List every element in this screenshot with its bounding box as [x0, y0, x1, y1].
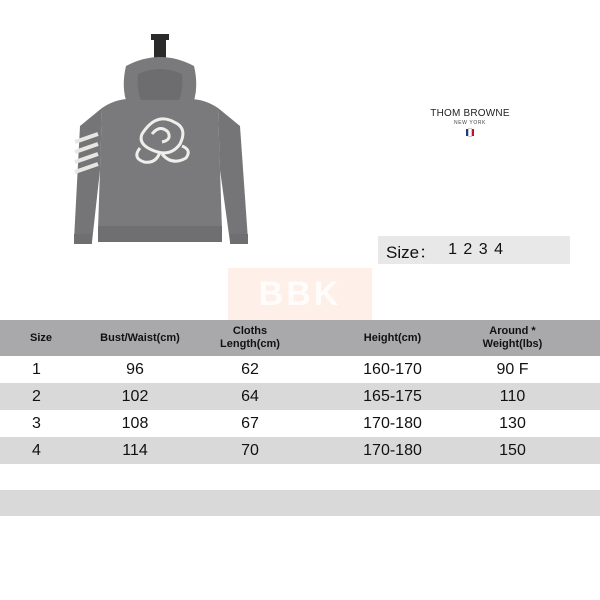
cell-bust: 114 [122, 441, 148, 459]
cell-length: 64 [241, 387, 259, 405]
cell-bust: 96 [126, 360, 144, 378]
brand-logo [420, 108, 520, 136]
table-row [0, 410, 600, 437]
product-image [60, 30, 260, 260]
table-row [0, 437, 600, 464]
table-spacer [0, 464, 600, 490]
header-height: Height(cm) [363, 331, 422, 344]
header-size: Size [30, 331, 53, 344]
watermark: BBK [228, 268, 372, 320]
size-values: 1 2 3 4 [448, 241, 505, 258]
hanger-icon [151, 34, 169, 58]
size-table [0, 320, 600, 516]
size-summary [378, 236, 570, 264]
size-label: Size： [386, 242, 437, 262]
cell-height: 160-170 [363, 360, 422, 378]
header-bust: Bust/Waist(cm) [100, 331, 180, 344]
cell-size: 2 [32, 387, 41, 405]
cell-bust: 108 [121, 414, 149, 432]
header-length-line1: Cloths [232, 325, 268, 337]
cell-length: 67 [241, 414, 259, 432]
header-weight [465, 325, 560, 351]
cell-height: 170-180 [363, 441, 422, 459]
table-empty-band [0, 490, 600, 516]
flag-icon [420, 129, 520, 136]
cell-size: 3 [32, 414, 41, 432]
brand-city: NEW YORK [454, 120, 486, 126]
table-row [0, 383, 600, 410]
cell-length: 70 [241, 441, 259, 459]
table-header [0, 320, 600, 356]
cell-weight: 150 [499, 441, 526, 459]
cell-size: 1 [32, 360, 41, 378]
hoodie-icon [60, 30, 260, 260]
cell-weight: 130 [499, 414, 526, 432]
cell-height: 165-175 [363, 387, 422, 405]
cell-bust: 102 [121, 387, 149, 405]
table-row [0, 356, 600, 383]
brand-name: THOM BROWNE [430, 108, 510, 119]
header-length [210, 325, 290, 351]
cell-size: 4 [32, 441, 41, 459]
cell-length: 62 [241, 360, 259, 378]
header-length-line2: Length(cm) [220, 338, 280, 350]
header-weight-line1: Around * [489, 325, 536, 337]
cell-height: 170-180 [363, 414, 422, 432]
header-weight-line2: Weight(lbs) [482, 338, 543, 350]
cell-weight: 110 [499, 387, 526, 405]
cell-weight: 90 F [496, 360, 529, 378]
